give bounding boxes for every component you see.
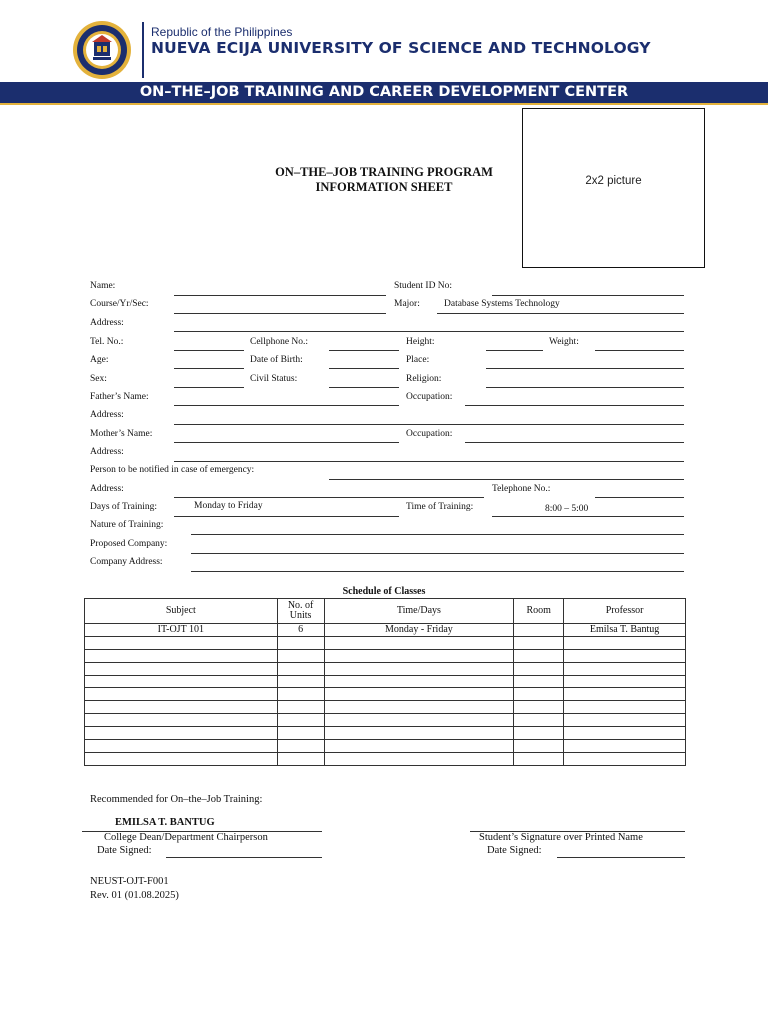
form-title-line1: ON–THE–JOB TRAINING PROGRAM [275, 165, 493, 179]
room-cell[interactable] [514, 688, 564, 701]
dean-title: College Dean/Department Chairperson [104, 832, 268, 843]
time-days-cell[interactable] [324, 675, 514, 688]
professor-cell[interactable] [564, 740, 686, 753]
units-cell[interactable] [277, 752, 324, 765]
schedule-row [85, 727, 686, 740]
subject-cell[interactable]: IT-OJT 101 [85, 624, 278, 637]
mother-occupation-field[interactable] [465, 442, 684, 443]
room-cell[interactable] [514, 727, 564, 740]
tel-label: Tel. No.: [90, 337, 124, 347]
civil-status-label: Civil Status: [250, 374, 298, 384]
address-label: Address: [90, 318, 124, 328]
subject-cell[interactable] [85, 688, 278, 701]
units-cell[interactable] [277, 649, 324, 662]
father-address-label: Address: [90, 410, 124, 420]
schedule-header-row [85, 599, 686, 624]
header-room: Room [514, 599, 564, 624]
subject-cell[interactable] [85, 675, 278, 688]
company-field[interactable] [191, 553, 684, 554]
recommended-label: Recommended for On–the–Job Training: [90, 794, 263, 805]
room-cell[interactable] [514, 636, 564, 649]
room-cell[interactable] [514, 740, 564, 753]
header-subject: Subject [85, 599, 278, 624]
subject-cell[interactable] [85, 636, 278, 649]
father-field[interactable] [174, 405, 399, 406]
course-label: Course/Yr/Sec: [90, 299, 149, 309]
mother-address-field[interactable] [174, 461, 684, 462]
days-training-label: Days of Training: [90, 502, 158, 512]
professor-cell[interactable] [564, 727, 686, 740]
professor-cell[interactable] [564, 688, 686, 701]
company-address-field[interactable] [191, 571, 684, 572]
subject-cell[interactable] [85, 649, 278, 662]
time-days-cell[interactable] [324, 752, 514, 765]
schedule-row [85, 662, 686, 675]
subject-cell[interactable] [85, 727, 278, 740]
weight-label: Weight: [549, 337, 579, 347]
room-cell[interactable] [514, 714, 564, 727]
tel-field[interactable] [174, 350, 244, 351]
height-label: Height: [406, 337, 435, 347]
header-divider [142, 22, 144, 78]
nature-label: Nature of Training: [90, 520, 164, 530]
units-cell[interactable] [277, 636, 324, 649]
schedule-row [85, 752, 686, 765]
father-address-field[interactable] [174, 424, 684, 425]
university-seal-icon [72, 20, 132, 80]
schedule-row [85, 649, 686, 662]
time-days-cell[interactable] [324, 662, 514, 675]
mother-label: Mother’s Name: [90, 429, 153, 439]
cellphone-label: Cellphone No.: [250, 337, 309, 347]
time-days-cell[interactable] [324, 636, 514, 649]
units-cell[interactable]: 6 [277, 624, 324, 637]
time-days-cell[interactable] [324, 649, 514, 662]
student-id-label: Student ID No: [394, 281, 453, 291]
room-cell[interactable] [514, 624, 564, 637]
mother-field[interactable] [174, 442, 399, 443]
time-training-field[interactable] [492, 516, 684, 517]
telephone-label: Telephone No.: [492, 484, 551, 494]
schedule-title: Schedule of Classes [342, 586, 426, 597]
professor-cell[interactable] [564, 675, 686, 688]
professor-cell[interactable] [564, 636, 686, 649]
height-field[interactable] [486, 350, 543, 351]
professor-cell[interactable] [564, 701, 686, 714]
room-cell[interactable] [514, 649, 564, 662]
room-cell[interactable] [514, 701, 564, 714]
units-cell[interactable] [277, 740, 324, 753]
emergency-address-label: Address: [90, 484, 124, 494]
form-code: NEUST-OJT-F001 [90, 876, 169, 887]
schedule-row [85, 688, 686, 701]
subject-cell[interactable] [85, 701, 278, 714]
dean-date-label: Date Signed: [97, 845, 152, 856]
units-cell[interactable] [277, 727, 324, 740]
emergency-address-field[interactable] [174, 497, 484, 498]
time-days-cell[interactable]: Monday - Friday [324, 624, 514, 637]
professor-cell[interactable] [564, 662, 686, 675]
professor-cell[interactable] [564, 752, 686, 765]
banner-accent-stripe [0, 103, 768, 105]
subject-cell[interactable] [85, 752, 278, 765]
dob-field[interactable] [329, 368, 399, 369]
time-days-cell[interactable] [324, 688, 514, 701]
student-id-field[interactable] [492, 295, 684, 296]
units-cell[interactable] [277, 662, 324, 675]
professor-cell[interactable]: Emilsa T. Bantug [564, 624, 686, 637]
name-label: Name: [90, 281, 116, 291]
student-date-label: Date Signed: [487, 845, 542, 856]
days-training-value: Monday to Friday [194, 501, 263, 511]
professor-cell[interactable] [564, 714, 686, 727]
units-cell[interactable] [277, 675, 324, 688]
major-field[interactable] [437, 313, 684, 314]
student-date-field[interactable] [557, 857, 685, 858]
student-signature-label: Student’s Signature over Printed Name [479, 832, 643, 843]
time-training-label: Time of Training: [406, 502, 474, 512]
weight-field[interactable] [595, 350, 684, 351]
room-cell[interactable] [514, 675, 564, 688]
father-occupation-field[interactable] [465, 405, 684, 406]
form-revision: Rev. 01 (01.08.2025) [90, 890, 179, 901]
schedule-row [85, 636, 686, 649]
name-field[interactable] [174, 295, 386, 296]
telephone-field[interactable] [595, 497, 684, 498]
civil-status-field[interactable] [329, 387, 399, 388]
mother-occupation-label: Occupation: [406, 429, 453, 439]
father-label: Father’s Name: [90, 392, 149, 402]
units-cell[interactable] [277, 701, 324, 714]
major-value: Database Systems Technology [444, 299, 560, 309]
photo-box-label: 2x2 picture [585, 175, 642, 187]
age-label: Age: [90, 355, 109, 365]
place-field[interactable] [486, 368, 684, 369]
subject-cell[interactable] [85, 662, 278, 675]
time-days-cell[interactable] [324, 740, 514, 753]
sex-field[interactable] [174, 387, 244, 388]
dob-label: Date of Birth: [250, 355, 303, 365]
units-cell[interactable] [277, 714, 324, 727]
professor-cell[interactable] [564, 649, 686, 662]
subject-cell[interactable] [85, 740, 278, 753]
religion-label: Religion: [406, 374, 442, 384]
dean-date-field[interactable] [166, 857, 322, 858]
major-label: Major: [394, 299, 420, 309]
time-days-cell[interactable] [324, 701, 514, 714]
mother-address-label: Address: [90, 447, 124, 457]
room-cell[interactable] [514, 752, 564, 765]
photo-box [522, 108, 705, 268]
form-title [234, 165, 534, 195]
schedule-row [85, 701, 686, 714]
company-label: Proposed Company: [90, 539, 168, 549]
schedule-row [85, 740, 686, 753]
schedule-row [85, 624, 686, 637]
age-field[interactable] [174, 368, 244, 369]
schedule-row [85, 714, 686, 727]
nature-field[interactable] [191, 534, 684, 535]
room-cell[interactable] [514, 662, 564, 675]
days-training-field[interactable] [174, 516, 399, 517]
course-field[interactable] [174, 313, 386, 314]
form-title-line2: INFORMATION SHEET [315, 180, 453, 194]
company-address-label: Company Address: [90, 557, 163, 567]
time-days-cell[interactable] [324, 727, 514, 740]
schedule-row [85, 675, 686, 688]
center-name: ON–THE–JOB TRAINING AND CAREER DEVELOPMENT CENTER [139, 84, 629, 100]
place-label: Place: [406, 355, 430, 365]
sex-label: Sex: [90, 374, 107, 384]
university-name: NUEVA ECIJA UNIVERSITY OF SCIENCE AND TECHNOLOGY [151, 39, 651, 57]
units-cell[interactable] [277, 688, 324, 701]
time-training-value: 8:00 – 5:00 [545, 504, 589, 514]
address-field[interactable] [174, 331, 684, 332]
header-units: No. of Units [277, 599, 324, 624]
time-days-cell[interactable] [324, 714, 514, 727]
father-occupation-label: Occupation: [406, 392, 453, 402]
cellphone-field[interactable] [329, 350, 399, 351]
religion-field[interactable] [486, 387, 684, 388]
header-time-days: Time/Days [324, 599, 514, 624]
emergency-field[interactable] [329, 479, 684, 480]
republic-label: Republic of the Philippines [151, 25, 293, 39]
schedule-table [84, 598, 686, 766]
subject-cell[interactable] [85, 714, 278, 727]
emergency-label: Person to be notified in case of emergency: [90, 465, 255, 475]
dean-name: EMILSA T. BANTUG [115, 817, 215, 828]
header-professor: Professor [564, 599, 686, 624]
